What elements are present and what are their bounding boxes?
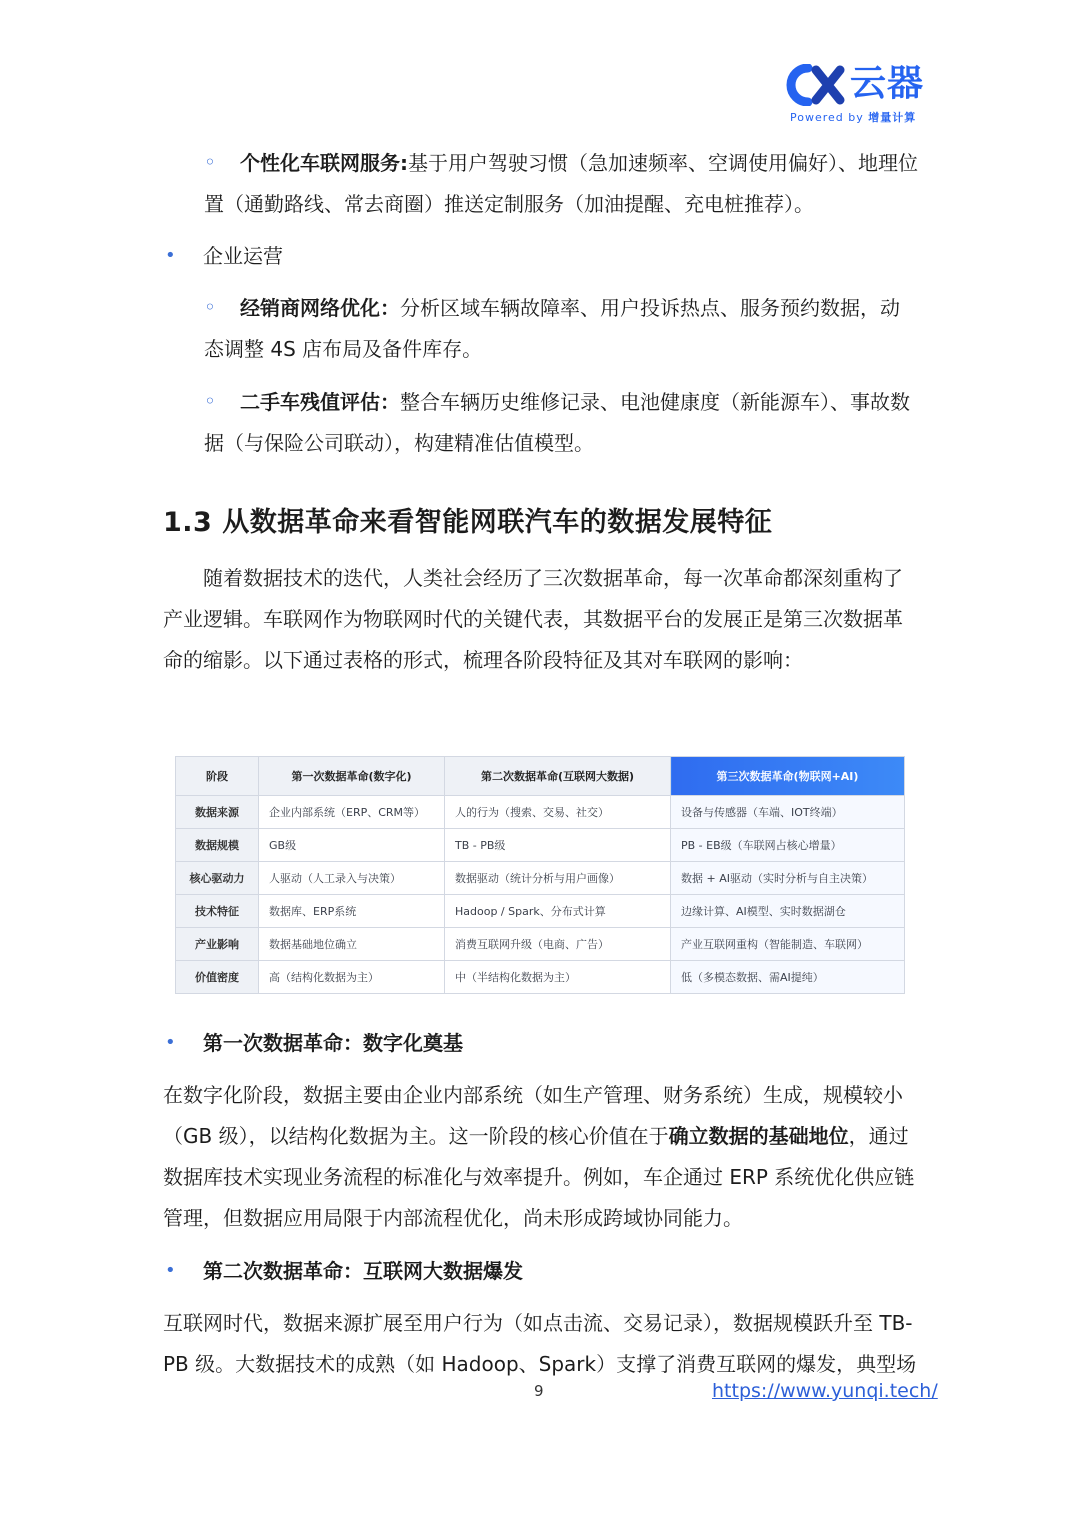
data-table (175, 756, 905, 994)
first-revolution-title: 第一次数据革命：数字化奠基 (203, 1031, 463, 1055)
list-item-personalized: 个性化车联网服务:基于用户驾驶习惯（急加速频率、空调使用偏好）、地理位 (240, 151, 918, 175)
row-label: 价值密度 (176, 961, 259, 994)
first-rev-line-1: 在数字化阶段，数据主要由企业内部系统（如生产管理、财务系统）生成，规模较小 (163, 1083, 903, 1107)
website-link[interactable]: https://www.yunqi.tech/ (712, 1380, 938, 1402)
list-item-personalized-cont: 置（通勤路线、常去商圈）推送定制服务（加油提醒、充电桩推荐）。 (204, 192, 814, 216)
second-rev-line-2: PB 级。大数据技术的成熟（如 Hadoop、Spark）支撑了消费互联网的爆发，典型场 (163, 1352, 917, 1376)
first-rev-line-2: （GB 级），以结构化数据为主。这一阶段的核心价值在于确立数据的基础地位，通过 (163, 1124, 909, 1148)
row-label: 核心驱动力 (176, 862, 259, 895)
table-cell: 数据基础地位确立 (259, 928, 445, 961)
revolution-table (175, 756, 905, 996)
table-header-cell: 阶段 (176, 757, 259, 796)
row-label: 数据规模 (176, 829, 259, 862)
table-cell: 中（半结构化数据为主） (445, 961, 671, 994)
first-rev-line-3: 数据库技术实现业务流程的标准化与效率提升。例如，车企通过 ERP 系统优化供应链 (163, 1165, 915, 1189)
list-item-enterprise: 企业运营 (203, 244, 283, 268)
list-item-dealer: 经销商网络优化：分析区域车辆故障率、用户投诉热点、服务预约数据，动 (240, 296, 900, 320)
hollow-bullet-icon: ◦ (204, 389, 216, 413)
row-label: 产业影响 (176, 928, 259, 961)
list-item-used-car-cont: 据（与保险公司联动），构建精准估值模型。 (204, 431, 594, 455)
table-header-row (176, 757, 905, 796)
intro-line-2: 产业逻辑。车联网作为物联网时代的关键代表，其数据平台的发展正是第三次数据革 (163, 607, 903, 631)
section-heading: 1.3 从数据革命来看智能网联汽车的数据发展特征 (163, 507, 773, 538)
table-cell: 企业内部系统（ERP、CRM等） (259, 796, 445, 829)
table-row (176, 862, 905, 895)
table-row (176, 928, 905, 961)
table-header-cell: 第二次数据革命(互联网大数据) (445, 757, 671, 796)
table-cell: 消费互联网升级（电商、广告） (445, 928, 671, 961)
table-cell: 数据驱动（统计分析与用户画像） (445, 862, 671, 895)
table-cell: Hadoop / Spark、分布式计算 (445, 895, 671, 928)
bullet-icon: • (165, 1260, 176, 1281)
table-cell: 边缘计算、AI模型、实时数据湖仓 (671, 895, 905, 928)
logo-powered-by: Powered by 增量计算 (790, 111, 917, 124)
table-row (176, 961, 905, 994)
logo-name: 云器 (850, 63, 925, 104)
table-cell: 设备与传感器（车端、IOT终端） (671, 796, 905, 829)
table-cell: TB - PB级 (445, 829, 671, 862)
table-cell: GB级 (259, 829, 445, 862)
yunqi-logo-icon (786, 64, 848, 106)
second-revolution-title: 第二次数据革命：互联网大数据爆发 (203, 1259, 523, 1283)
table-cell: 人驱动（人工录入与决策） (259, 862, 445, 895)
list-item-dealer-cont: 态调整 4S 店布局及备件库存。 (204, 337, 483, 361)
table-row (176, 796, 905, 829)
hollow-bullet-icon: ◦ (204, 295, 216, 319)
hollow-bullet-icon: ◦ (204, 150, 216, 174)
table-cell: 数据库、ERP系统 (259, 895, 445, 928)
intro-line-1: 随着数据技术的迭代，人类社会经历了三次数据革命，每一次革命都深刻重构了 (203, 566, 903, 590)
table-cell: 高（结构化数据为主） (259, 961, 445, 994)
table-header-cell-highlight: 第三次数据革命(物联网+AI) (671, 757, 905, 796)
table-row (176, 895, 905, 928)
first-rev-line-4: 管理，但数据应用局限于内部流程优化，尚未形成跨域协同能力。 (163, 1206, 743, 1230)
intro-line-3: 命的缩影。以下通过表格的形式，梳理各阶段特征及其对车联网的影响： (163, 648, 803, 672)
table-cell: 低（多模态数据、需AI提纯） (671, 961, 905, 994)
row-label: 数据来源 (176, 796, 259, 829)
table-header-cell: 第一次数据革命(数字化) (259, 757, 445, 796)
row-label: 技术特征 (176, 895, 259, 928)
table-cell: PB - EB级（车联网占核心增量） (671, 829, 905, 862)
table-cell: 产业互联网重构（智能制造、车联网） (671, 928, 905, 961)
page-number: 9 (534, 1382, 544, 1400)
bullet-icon: • (165, 245, 176, 266)
list-item-used-car: 二手车残值评估：整合车辆历史维修记录、电池健康度（新能源车）、事故数 (240, 390, 910, 414)
bullet-icon: • (165, 1032, 176, 1053)
table-cell: 数据 + AI驱动（实时分析与自主决策） (671, 862, 905, 895)
table-row (176, 829, 905, 862)
second-rev-line-1: 互联网时代，数据来源扩展至用户行为（如点击流、交易记录），数据规模跃升至 TB- (163, 1311, 913, 1335)
table-cell: 人的行为（搜索、交易、社交） (445, 796, 671, 829)
brand-logo (786, 62, 926, 126)
